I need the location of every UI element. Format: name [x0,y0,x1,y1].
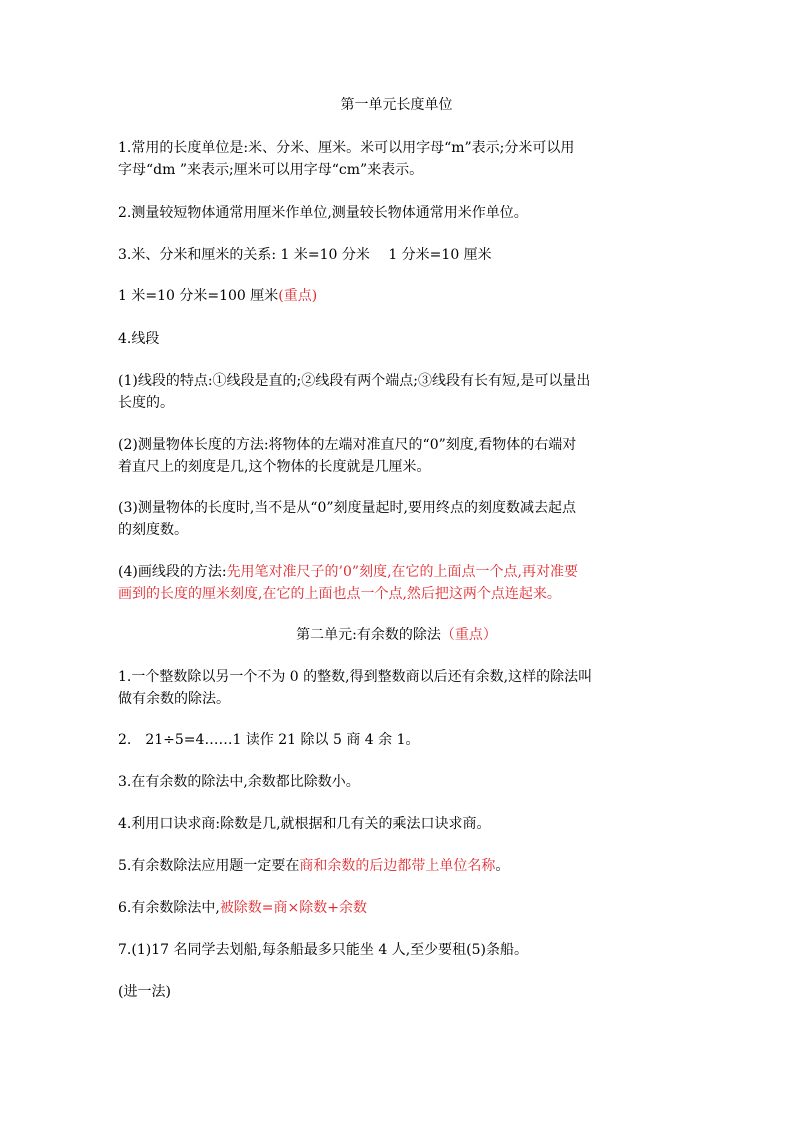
unit1-para3: 3.米、分米和厘米的关系: 1 米=10 分米 1 分米=10 厘米 [118,247,492,263]
unit1-para9-line1 [118,561,678,583]
unit2-title-text: 第二单元:有余数的除法 [296,627,441,643]
unit1-para5-heading: 4.线段 [118,331,160,347]
unit1-para6-line2: 长度的。 [118,395,174,411]
unit2-title [0,624,793,646]
unit1-para7-line2: 着直尺上的刻度是几,这个物体的长度就是几厘米。 [118,459,431,475]
unit2-para8: (进一法) [118,984,171,1000]
unit2-para2: 2. 21÷5=4……1 读作 21 除以 5 商 4 余 1。 [118,732,420,748]
unit1-title: 第一单元长度单位 [340,97,453,113]
unit2-para4: 4.利用口诀求商:除数是几,就根据和几有关的乘法口诀求商。 [118,816,491,832]
key-point-label: (重点) [278,288,318,304]
unit2-para1-line1: 1.一个整数除以另一个不为 0 的整数,得到整数商以后还有余数,这样的除法叫 [118,669,593,685]
unit1-para4 [118,285,678,307]
unit2-para7: 7.(1)17 名同学去划船,每条船最多只能坐 4 人,至少要租(5)条船。 [118,942,528,958]
unit1-para8-line1: (3)测量物体的长度时,当不是从“0”刻度量起时,要用终点的刻度数减去起点 [118,500,576,516]
unit1-para8-line2: 的刻度数。 [118,522,188,538]
unit2-para6-formula: 被除数=商×除数+余数 [219,900,368,916]
unit2-para6 [118,897,678,919]
unit2-para5-prefix: 5.有余数除法应用题一定要在 [118,858,300,874]
unit2-para5-suffix: 。 [495,858,510,874]
unit1-para4-text: 1 米=10 分米=100 厘米 [118,288,279,304]
unit2-key-point-label: （重点） [440,627,497,643]
unit1-para1-line2: 字母“dm ”来表示;厘米可以用字母“cm”来表示。 [118,162,424,178]
unit1-para6-line1: (1)线段的特点:①线段是直的;②线段有两个端点;③线段有长有短,是可以量出 [118,373,591,389]
unit2-para1-line2: 做有余数的除法。 [118,691,230,707]
unit1-para2: 2.测量较短物体通常用厘米作单位,测量较长物体通常用米作单位。 [118,205,528,221]
unit1-para9-line2: 画到的长度的厘米刻度,在它的上面也点一个点,然后把这两个点连起来。 [118,586,561,602]
unit1-para9-prefix: (4)画线段的方法: [118,564,227,580]
unit2-para5-red: 商和余数的后边都带上单位名称 [299,858,496,874]
unit2-para5 [118,855,678,877]
unit2-para3: 3.在有余数的除法中,余数都比除数小。 [118,774,360,790]
unit2-para6-prefix: 6.有余数除法中, [118,900,220,916]
unit1-para9-red1: 先用笔对准尺子的’0”刻度,在它的上面点一个点,再对准要 [226,564,578,580]
unit1-para1-line1: 1.常用的长度单位是:米、分米、厘米。米可以用字母“m”表示;分米可以用 [118,140,575,156]
unit1-para7-line1: (2)测量物体长度的方法:将物体的左端对准直尺的“0”刻度,看物体的右端对 [118,437,577,453]
